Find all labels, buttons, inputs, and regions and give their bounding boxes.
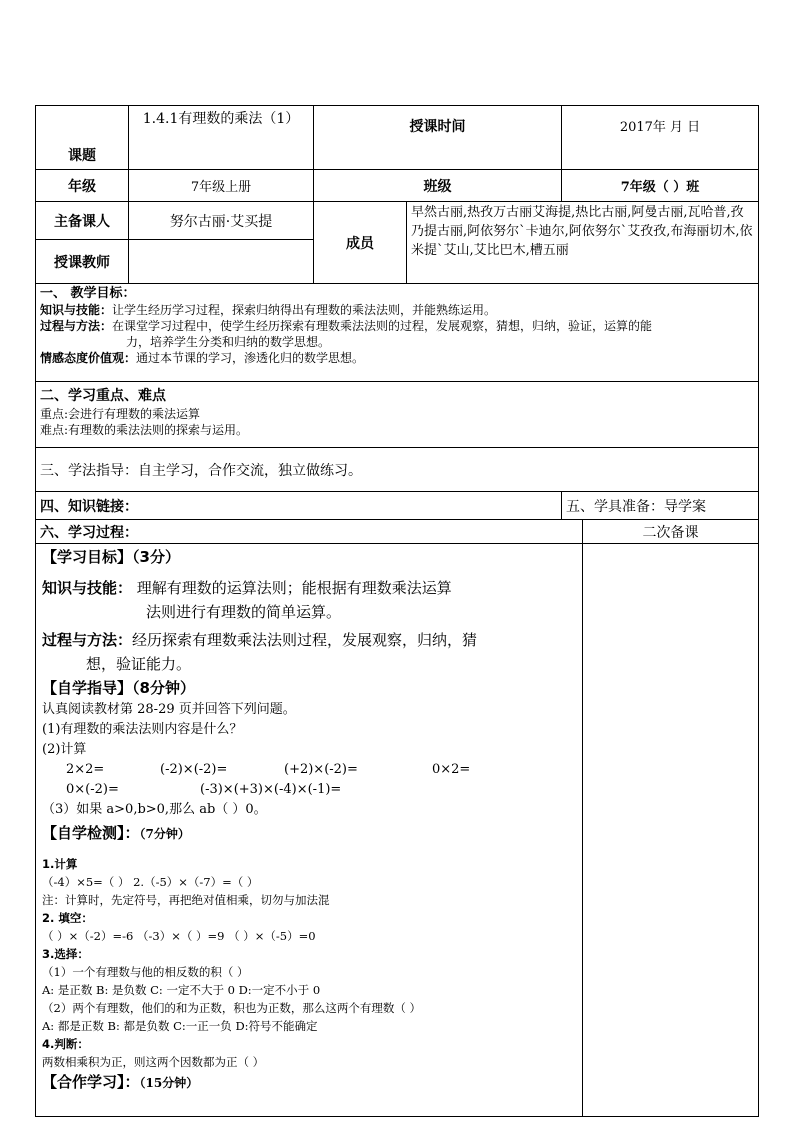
course-title: 1.4.1有理数的乘法（1） — [129, 106, 314, 170]
time-label: 授课时间 — [314, 106, 562, 170]
course-row — [36, 106, 759, 170]
members-label: 成员 — [314, 202, 407, 284]
check-2-label: 2. 填空： — [42, 911, 93, 925]
grade-value: 7年级上册 — [129, 170, 314, 202]
process-title-row — [36, 520, 759, 544]
check-head: 【自学检测】：（7分钟） — [42, 824, 190, 842]
method-label: 三、学法指导： — [40, 462, 138, 479]
calc-row-1: 2×2= (-2)×(-2)= (+2)×(-2)= 0×2= — [66, 762, 471, 777]
guide-head: 【自学指导】（8分钟） — [42, 679, 195, 697]
question-2: (2)计算 — [42, 742, 87, 757]
course-label: 课题 — [36, 106, 129, 170]
guide-intro: 认真阅读教材第 28-29 页并回答下列问题。 — [42, 702, 296, 717]
goal-knowledge: 知识与技能：让学生经历学习过程，探索归纳得出有理数的乘法法则，并能熟练运用。 — [40, 303, 497, 317]
goal-emotion: 情感态度价值观：通过本节课的学习，渗透化归的数学思想。 — [40, 351, 365, 365]
learning-process — [36, 544, 583, 1117]
class-value: 7年级（ ）班 — [562, 170, 759, 202]
obj-process-cont: 想，验证能力。 — [86, 655, 192, 673]
goals-row — [36, 284, 759, 382]
second-prep-notes — [583, 544, 759, 1117]
teacher-value — [129, 240, 314, 284]
tools-value: 导学案 — [664, 498, 706, 515]
goal-process-cont: 力，培养学生分类和归纳的数学思想。 — [126, 335, 331, 349]
key-points — [36, 382, 759, 448]
goal-process: 过程与方法：在课堂学习过程中，使学生经历探索有理数乘法法则的过程，发展观察，猜想，归纳，验证，运算的能 — [40, 319, 653, 333]
check-1-label: 1.计算 — [42, 857, 78, 871]
process-row — [36, 544, 759, 1117]
lead-row — [36, 202, 759, 240]
knowledge-link-label: 四、知识链接： — [36, 492, 562, 520]
second-prep-title: 二次备课 — [583, 520, 759, 544]
check-2-items: （ ）×（-2）=-6 （-3）×（ ）=9 （ ）×（-5）=0 — [42, 929, 316, 943]
class-label: 班级 — [314, 170, 562, 202]
check-4-text: 两数相乘积为正，则这两个因数都为正（ ） — [42, 1055, 265, 1069]
check-1-note: 注：计算时，先定符号，再把绝对值相乘，切勿与加法混 — [42, 893, 330, 907]
grade-label: 年级 — [36, 170, 129, 202]
teaching-goals — [36, 284, 759, 382]
study-method — [36, 448, 759, 492]
obj-process: 过程与方法：经历探索有理数乘法法则过程，发展观察，归纳，猜 — [42, 631, 478, 649]
lead-label: 主备课人 — [36, 202, 129, 240]
keypoints-row — [36, 382, 759, 448]
lead-value: 努尔古丽·艾买提 — [129, 202, 314, 240]
lesson-plan-table — [35, 105, 759, 1117]
method-row — [36, 448, 759, 492]
keypoints-title: 二、学习重点、难点 — [40, 388, 166, 404]
question-1: (1)有理数的乘法法则内容是什么？ — [42, 722, 243, 737]
grade-row — [36, 170, 759, 202]
focus-point: 重点:会进行有理数的乘法运算 — [40, 407, 201, 421]
time-value: 2017年 月 日 — [562, 106, 759, 170]
calc-row-2: 0×(-2)= (-3)×(+3)×(-4)×(-1)= — [66, 782, 342, 797]
links-row — [36, 492, 759, 520]
check-4-label: 4.判断： — [42, 1037, 89, 1051]
question-3: （3）如果 a>0,b>0,那么 ab（ ）0。 — [42, 802, 267, 817]
coop-head: 【合作学习】：（15分钟） — [42, 1073, 199, 1091]
difficulty-point: 难点:有理数的乘法法则的探索与运用。 — [40, 423, 249, 437]
check-1-items: （-4）×5=（ ） 2.（-5）×（-7）=（ ） — [42, 875, 259, 889]
obj-knowledge-cont: 法则进行有理数的简单运算。 — [146, 603, 342, 621]
obj-knowledge: 知识与技能： 理解有理数的运算法则；能根据有理数乘法运算 — [42, 579, 452, 597]
check-3-q1-options: A: 是正数 B: 是负数 C: 一定不大于 0 D:一定不小于 0 — [42, 983, 321, 997]
goals-title: 一、 教学目标： — [40, 286, 136, 301]
study-tools — [562, 492, 759, 520]
check-3-q2-options: A: 都是正数 B: 都是负数 C:一正一负 D:符号不能确定 — [42, 1019, 318, 1033]
check-3-label: 3.选择： — [42, 947, 89, 961]
method-text: 自主学习，合作交流，独立做练习。 — [138, 462, 362, 479]
process-title: 六、学习过程： — [36, 520, 583, 544]
members-value: 早然古丽,热孜万古丽艾海提,热比古丽,阿曼古丽,瓦哈普,孜乃提古丽,阿依努尔`卡迪尔,阿依努尔`艾孜孜,布海丽切木,依米提`艾山,艾比巴木,槽五丽 — [407, 202, 759, 284]
tools-label: 五、学具准备： — [566, 498, 664, 515]
check-3-q1: （1）一个有理数与他的相反数的积（ ） — [42, 965, 249, 979]
check-3-q2: （2）两个有理数，他们的和为正数，积也为正数，那么这两个有理数（ ） — [42, 1001, 421, 1015]
teacher-label: 授课教师 — [36, 240, 129, 284]
objectives-head: 【学习目标】（3分） — [42, 548, 180, 566]
